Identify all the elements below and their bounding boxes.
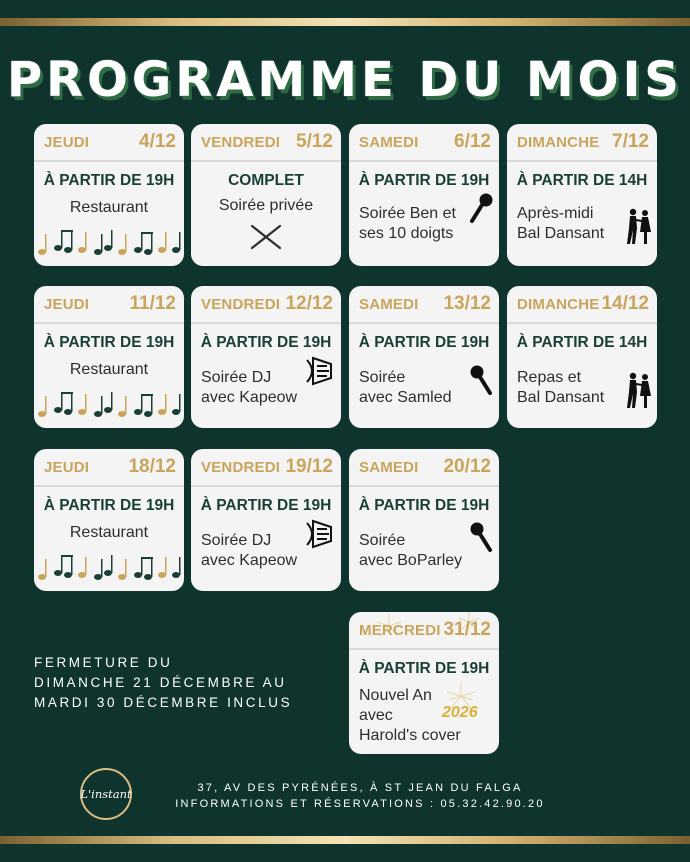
card-subtitle: avec Samled — [359, 389, 452, 406]
card-day: SAMEDI — [359, 295, 419, 313]
year-badge: 2026 — [442, 704, 478, 721]
music-notes-icon — [36, 384, 182, 422]
card-header — [191, 286, 341, 324]
event-card-31-12[interactable] — [349, 612, 499, 754]
card-time: À PARTIR DE 19H — [358, 660, 490, 677]
card-day: SAMEDI — [359, 133, 419, 151]
card-header — [349, 286, 499, 324]
card-day: SAMEDI — [359, 458, 419, 476]
card-date: 19/12 — [285, 456, 333, 477]
card-date: 4/12 — [139, 131, 176, 152]
event-card-18-12[interactable] — [34, 449, 184, 591]
card-detail: Harold's cover — [359, 727, 461, 744]
card-subtitle: Bal Dansant — [517, 389, 605, 406]
card-day: DIMANCHE — [517, 295, 600, 313]
card-header — [191, 449, 341, 487]
event-card-6-12[interactable] — [349, 124, 499, 266]
dancing-couple-icon — [625, 372, 653, 410]
microphone-icon — [467, 521, 493, 553]
card-title: Restaurant — [69, 199, 149, 216]
event-card-12-12[interactable] — [191, 286, 341, 428]
card-header — [34, 449, 184, 487]
card-title: Soirée Ben et — [359, 205, 456, 222]
card-header — [191, 124, 341, 162]
dj-speaker-icon — [303, 356, 335, 386]
event-card-5-12[interactable] — [191, 124, 341, 266]
card-date: 13/12 — [443, 293, 491, 314]
card-date: 11/12 — [129, 293, 176, 314]
card-date: 31/12 — [443, 619, 491, 640]
card-date: 6/12 — [454, 131, 491, 152]
card-time: À PARTIR DE 14H — [516, 172, 648, 189]
card-time: À PARTIR DE 19H — [200, 334, 332, 351]
closing-line: FERMETURE DU — [34, 655, 173, 670]
closing-line: DIMANCHE 21 DÉCEMBRE AU — [34, 675, 287, 690]
music-notes-icon — [36, 547, 182, 585]
dancing-couple-icon — [625, 208, 653, 246]
card-date: 14/12 — [601, 293, 649, 314]
card-title: Repas et — [517, 369, 582, 386]
card-time: À PARTIR DE 14H — [516, 334, 648, 351]
card-time: À PARTIR DE 19H — [43, 334, 175, 351]
card-date: 18/12 — [128, 456, 176, 477]
event-card-11-12[interactable] — [34, 286, 184, 428]
closing-line: MARDI 30 DÉCEMBRE INCLUS — [34, 695, 293, 710]
card-time: À PARTIR DE 19H — [200, 497, 332, 514]
event-card-7-12[interactable] — [507, 124, 657, 266]
card-status: COMPLET — [228, 172, 304, 189]
card-date: 20/12 — [443, 456, 491, 477]
card-subtitle: avec Kapeow — [201, 552, 298, 569]
event-card-19-12[interactable] — [191, 449, 341, 591]
card-header — [349, 124, 499, 162]
card-day: VENDREDI — [201, 458, 281, 476]
card-subtitle: avec Kapeow — [201, 389, 298, 406]
card-header — [34, 286, 184, 324]
card-time: À PARTIR DE 19H — [358, 334, 490, 351]
card-time: À PARTIR DE 19H — [43, 172, 175, 189]
card-title: Restaurant — [69, 524, 149, 541]
card-title: Nouvel An — [359, 687, 432, 704]
microphone-icon — [469, 192, 495, 224]
card-day: JEUDI — [44, 458, 90, 476]
card-time: À PARTIR DE 19H — [358, 497, 490, 514]
card-title: Soirée privée — [218, 197, 314, 214]
card-title: Soirée DJ — [201, 369, 272, 386]
card-date: 12/12 — [285, 293, 333, 314]
card-time: À PARTIR DE 19H — [43, 497, 175, 514]
card-header — [507, 124, 657, 162]
top-gold-border — [0, 18, 690, 26]
card-header — [507, 286, 657, 324]
card-day: VENDREDI — [201, 295, 281, 313]
card-subtitle: avec — [359, 707, 393, 724]
logo-text: L'instant — [80, 787, 132, 801]
card-title: Après-midi — [517, 205, 594, 222]
card-day: MERCREDI — [359, 621, 441, 639]
card-time: À PARTIR DE 19H — [358, 172, 490, 189]
event-card-14-12[interactable] — [507, 286, 657, 428]
footer — [160, 780, 560, 812]
dj-speaker-icon — [303, 519, 335, 549]
card-header — [349, 449, 499, 487]
bottom-gold-border — [0, 836, 690, 844]
brand-logo — [80, 768, 132, 820]
card-subtitle: ses 10 doigts — [359, 225, 454, 242]
card-title: Soirée DJ — [201, 532, 272, 549]
event-card-4-12[interactable] — [34, 124, 184, 266]
card-day: VENDREDI — [201, 133, 281, 151]
card-header — [349, 612, 499, 650]
card-day: DIMANCHE — [517, 133, 600, 151]
contact-phone: INFORMATIONS ET RÉSERVATIONS : 05.32.42.90.20 — [175, 798, 545, 810]
card-date: 7/12 — [612, 131, 649, 152]
card-date: 5/12 — [296, 131, 333, 152]
address: 37, AV DES PYRÉNÉES, À ST JEAN DU FALGA — [197, 782, 523, 794]
closing-notice — [34, 653, 292, 713]
card-subtitle: Bal Dansant — [517, 225, 605, 242]
event-card-13-12[interactable] — [349, 286, 499, 428]
cutlery-icon — [249, 222, 283, 250]
card-title: Restaurant — [69, 361, 149, 378]
microphone-icon — [467, 364, 493, 396]
card-header — [34, 124, 184, 162]
page-title: PROGRAMME DU MOIS — [6, 52, 683, 108]
card-day: JEUDI — [44, 295, 90, 313]
music-notes-icon — [36, 222, 182, 260]
event-card-20-12[interactable] — [349, 449, 499, 591]
card-title: Soirée — [359, 369, 406, 386]
card-day: JEUDI — [44, 133, 90, 151]
card-subtitle: avec BoParley — [359, 552, 463, 569]
card-title: Soirée — [359, 532, 406, 549]
